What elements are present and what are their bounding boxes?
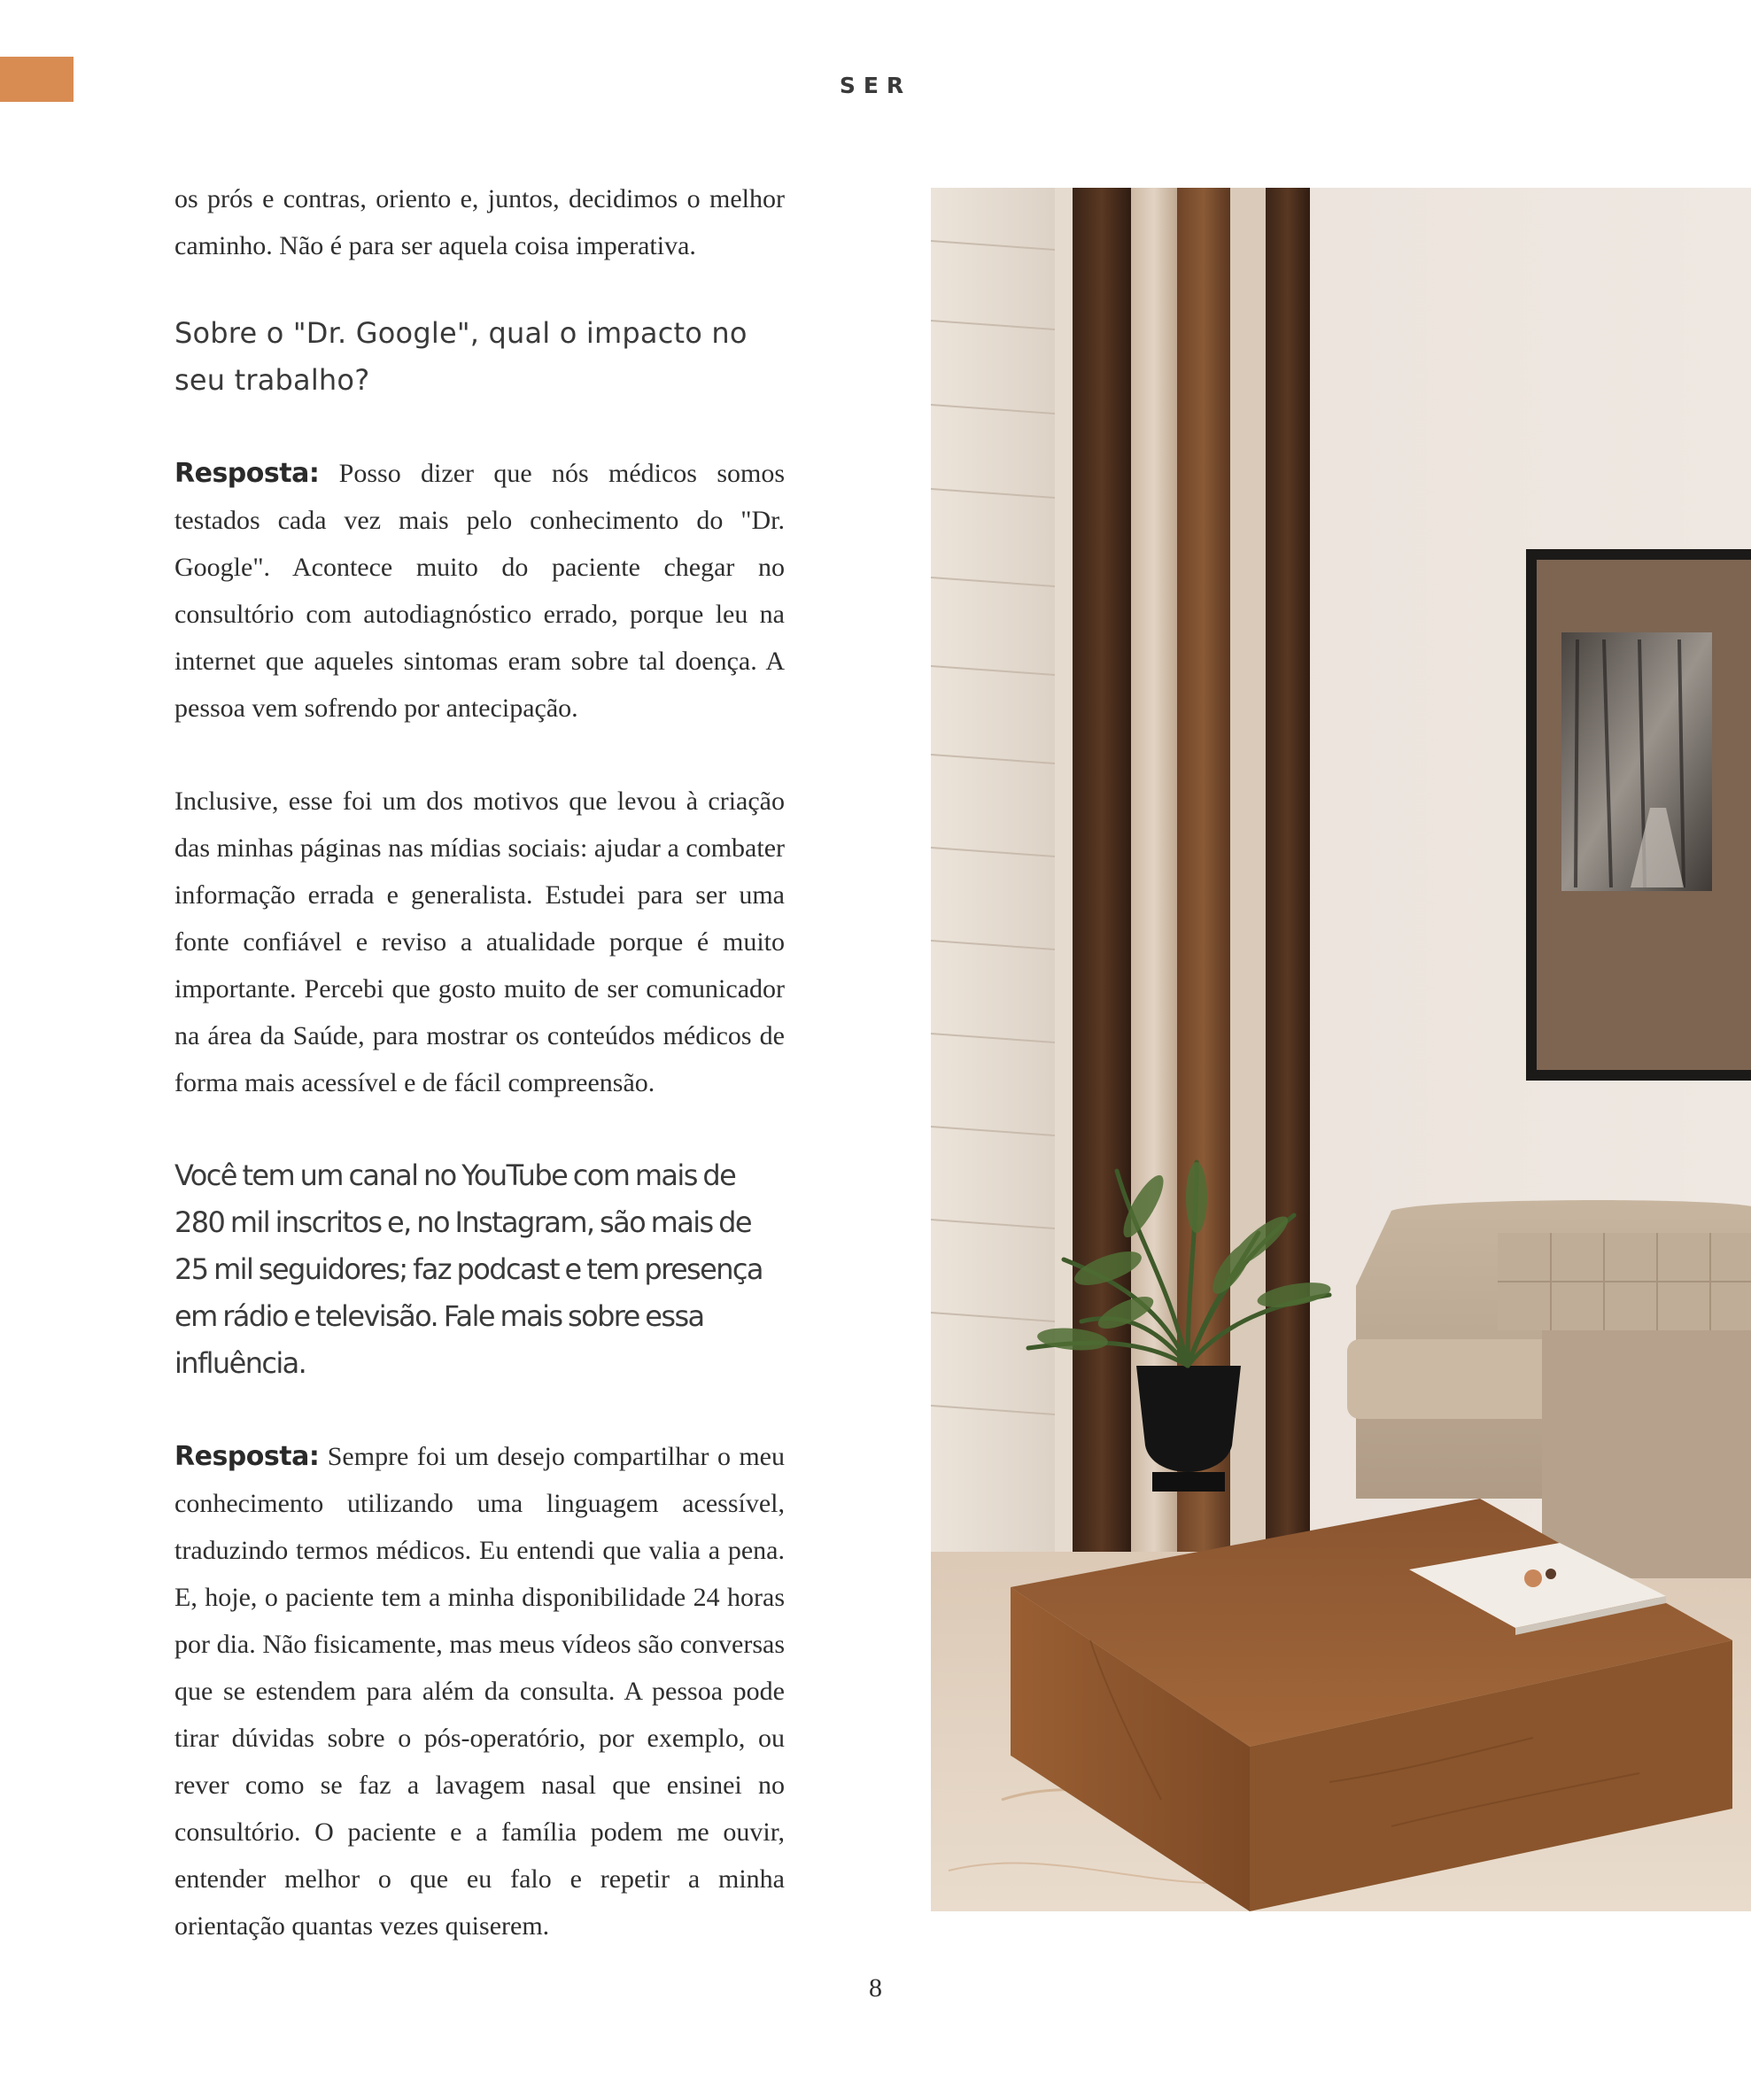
answer-lead-label: Resposta: — [174, 458, 320, 489]
article-column — [174, 175, 785, 1949]
question-dr-google: Sobre o "Dr. Google", qual o impacto no seu trabalho? — [174, 316, 748, 397]
paragraph-intro: os prós e contras, oriento e, juntos, decidimos o melhor caminho. Não é para ser aquela coisa imperativa. — [174, 184, 785, 260]
paragraph-social-media: Inclusive, esse foi um dos motivos que levou à criação das minhas páginas nas mídias sociais: ajudar a combater informação errada e generalista. Estudei para ser uma fonte confiável e reviso a atualidade porque é muito importante. Percebi que gosto muito de ser comunicador na área da Saúde, para mostrar os conteúdos médicos de forma mais acessível e de fácil compreensão. — [174, 787, 785, 1097]
answer-text: Sempre foi um desejo compartilhar o meu conhecimento utilizando uma linguagem acessível, traduzindo termos médicos. Eu entendi que valia a pena. E, hoje, o paciente tem a minha disponibilidade 24 horas por dia. Não fisicamente, mas meus vídeos são conversas que se estendem para além da consulta. A pessoa pode tirar dúvidas sobre o pós-operatório, por exemplo, ou rever como se faz a lavagem nasal que ensinei no consultório. O paciente e a família podem me ouvir, entender melhor o que eu falo e repetir a minha orientação quantas vezes quiserem. — [174, 1442, 785, 1941]
answer-text: Posso dizer que nós médicos somos testados cada vez mais pelo conhecimento do "Dr. Google". Acontece muito do paciente chegar no consultório com autodiagnóstico errado, porque leu na internet que aqueles sintomas eram sobre tal doença. A pessoa vem sofrendo por antecipação. — [174, 459, 785, 723]
answer-influence — [174, 1433, 785, 1949]
section-header: SER — [839, 73, 912, 98]
page-number: 8 — [869, 1973, 882, 2003]
answer-dr-google — [174, 450, 785, 732]
question-influence: Você tem um canal no YouTube com mais de 280 mil inscritos e, no Instagram, são mais de 25 mil seguidores; faz podcast e tem presença em rádio e televisão. Fale mais sobre essa influência. — [174, 1158, 763, 1380]
interior-photo — [931, 188, 1751, 1911]
answer-lead-label: Resposta: — [174, 1441, 320, 1472]
